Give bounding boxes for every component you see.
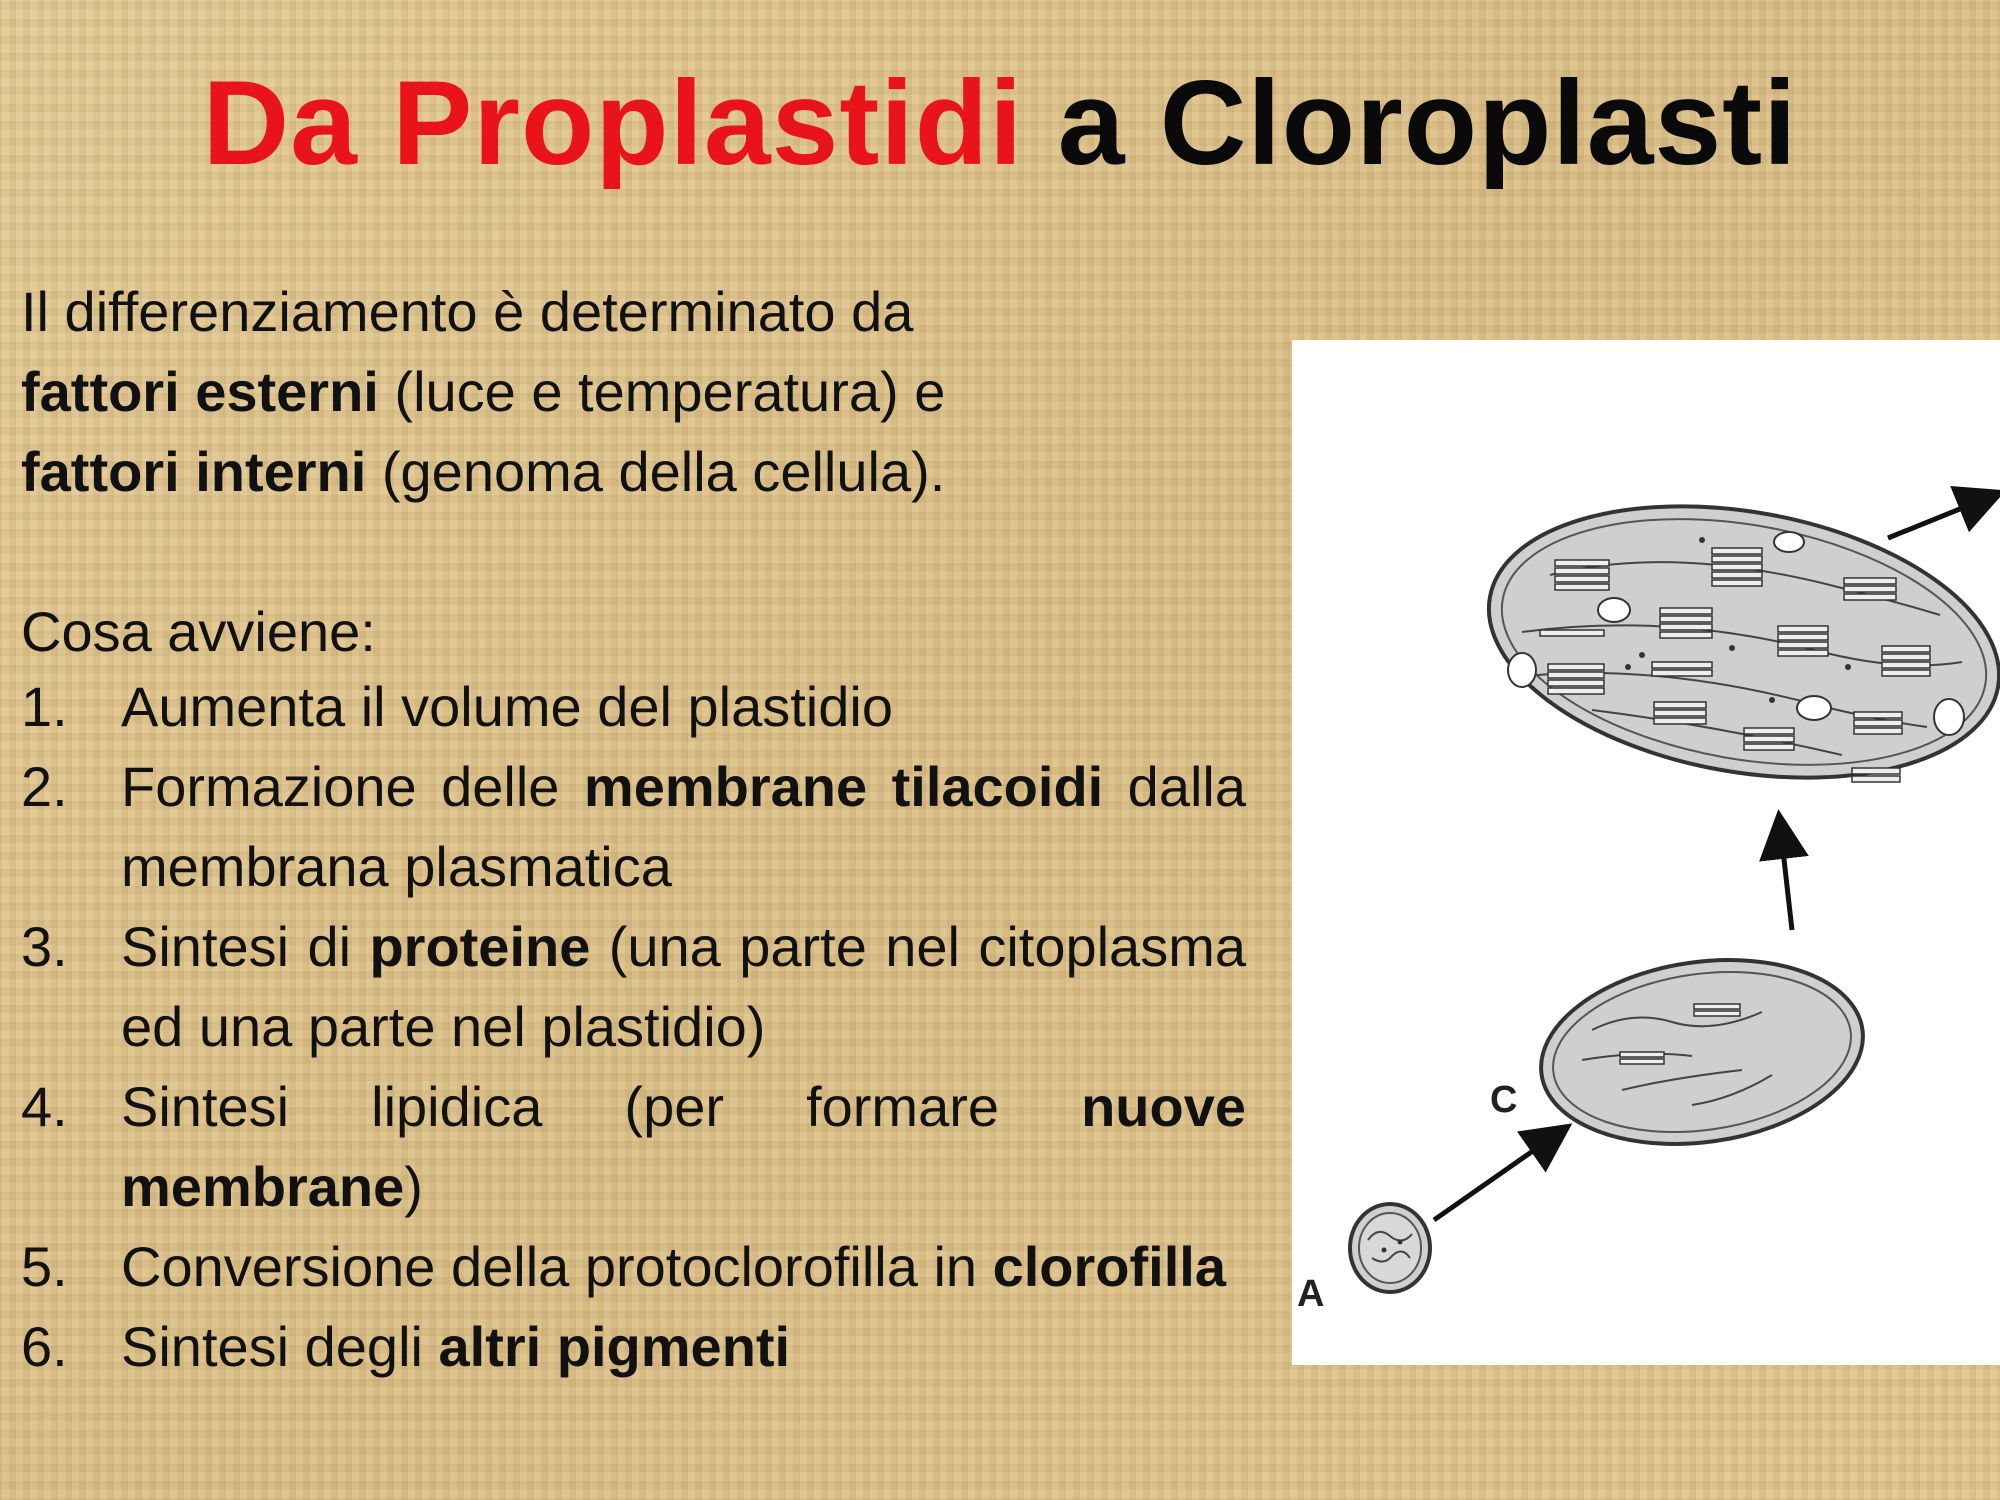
item-number: 5. <box>21 1235 68 1298</box>
item-number: 3. <box>21 915 68 978</box>
external-factors: fattori esterni <box>21 360 379 423</box>
label-a: A <box>1297 1273 1325 1315</box>
item-number: 2. <box>21 755 68 818</box>
item-number: 4. <box>21 1075 68 1138</box>
intro-line-2: fattori esterni (luce e temperatura) e <box>21 360 946 423</box>
plastid-diagram <box>1292 340 2000 1365</box>
internal-factors: fattori interni <box>21 440 367 503</box>
intro-line-1: Il differenziamento è determinato da <box>21 280 914 343</box>
developing-plastid <box>1529 940 1875 1163</box>
plastid-development-figure <box>1292 340 2000 1365</box>
chloroplast <box>1467 469 2000 815</box>
arrow-to-next-stage <box>1888 496 1992 538</box>
item-text: Aumenta il volume del plastidio <box>121 675 893 738</box>
slide-title <box>0 58 2000 188</box>
item-text: Conversione della protoclorofilla in clorofilla <box>121 1235 1226 1298</box>
item-text: Sintesi degli altri pigmenti <box>121 1315 791 1378</box>
steps-list <box>21 667 1246 1387</box>
title-rest: a Cloroplasti <box>1057 56 1798 190</box>
title-highlight: Da Proplastidi <box>202 56 1024 190</box>
item-number: 6. <box>21 1315 68 1378</box>
item-text: Formazione delle membrane tilacoidi dalla membrana plasmatica <box>121 755 1246 898</box>
item-text: Sintesi lipidica (per formare nuove membrane) <box>121 1075 1246 1218</box>
intro-paragraph <box>21 272 1071 512</box>
steps-heading: Cosa avviene: <box>21 600 376 663</box>
list-item <box>21 1227 1246 1307</box>
item-number: 1. <box>21 675 68 738</box>
arrow-c-to-chloroplast <box>1780 824 1792 930</box>
intro-line-3: fattori interni (genoma della cellula). <box>21 440 946 503</box>
arrow-a-to-c <box>1434 1132 1560 1220</box>
list-item <box>21 1067 1246 1227</box>
proplastid <box>1350 1204 1430 1292</box>
item-text: Sintesi di proteine (una parte nel citoplasma ed una parte nel plastidio) <box>121 915 1246 1058</box>
list-item <box>21 907 1246 1067</box>
label-c: C <box>1490 1079 1518 1121</box>
list-item <box>21 1307 1246 1387</box>
list-item <box>21 667 1246 747</box>
list-item <box>21 747 1246 907</box>
